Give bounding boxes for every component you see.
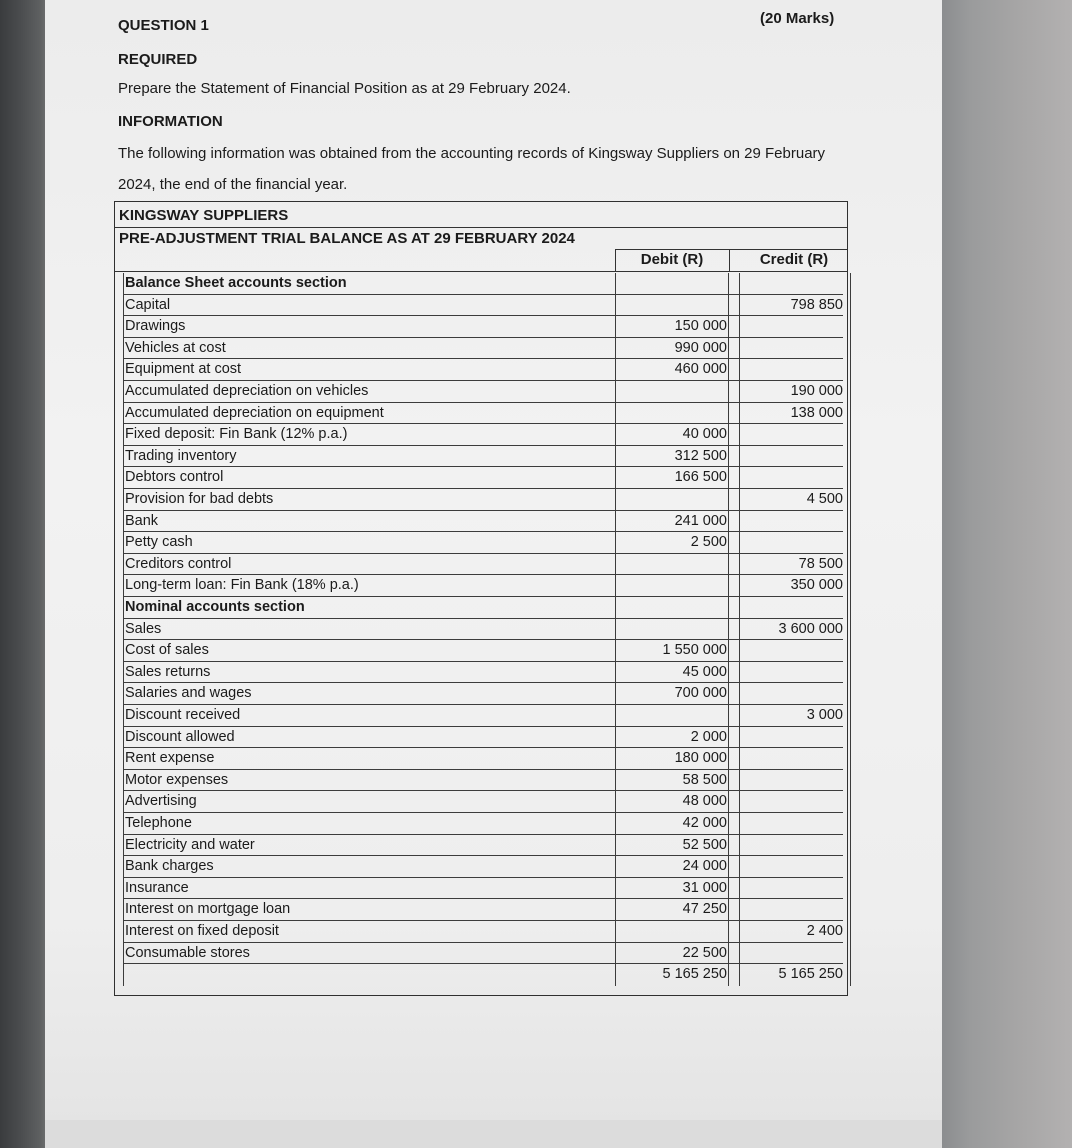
background-right (940, 0, 1072, 1148)
account-label: Interest on fixed deposit (125, 923, 279, 939)
credit-value: 138 000 (790, 404, 843, 421)
credit-value: 3 000 (806, 707, 843, 723)
account-label: Motor expenses (125, 771, 229, 788)
table-divider (615, 249, 847, 250)
label-cell (123, 532, 615, 554)
account-label: Discount allowed (125, 728, 235, 745)
account-label: Advertising (125, 793, 197, 810)
table-row (123, 489, 843, 511)
account-label: Petty cash (125, 534, 193, 551)
table-row (123, 511, 843, 533)
table-row (123, 791, 843, 813)
credit-cell (739, 748, 851, 770)
table-row (123, 381, 843, 403)
credit-cell (739, 813, 851, 835)
label-cell (123, 511, 615, 533)
credit-cell (739, 511, 851, 533)
table-row (123, 727, 843, 749)
table-company-name: KINGSWAY SUPPLIERS (119, 207, 289, 224)
question-title: QUESTION 1 (118, 17, 209, 34)
label-cell (123, 813, 615, 835)
credit-cell (739, 662, 851, 684)
table-divider (115, 271, 847, 272)
account-label: Accumulated depreciation on vehicles (125, 383, 369, 399)
account-label: Debtors control (125, 469, 224, 486)
account-label: Salaries and wages (125, 685, 252, 702)
debit-value: 31 000 (682, 879, 727, 896)
table-row (123, 640, 843, 662)
debit-cell (615, 921, 729, 943)
account-label: Nominal accounts section (125, 599, 305, 615)
marks-label: (20 Marks) (760, 10, 835, 27)
table-row (123, 554, 843, 576)
debit-cell (615, 597, 729, 619)
table-row (123, 359, 843, 381)
credit-cell (739, 727, 851, 749)
credit-cell (739, 338, 851, 360)
table-divider (115, 227, 847, 228)
information-text-line2: 2024, the end of the financial year. (118, 176, 348, 193)
credit-cell (739, 467, 851, 489)
table-row (123, 899, 843, 921)
debit-cell (615, 619, 729, 641)
account-label: Discount received (125, 707, 241, 723)
table-divider (729, 249, 730, 271)
table-row (123, 338, 843, 360)
account-label: Consumable stores (125, 944, 250, 961)
debit-cell (615, 554, 729, 576)
debit-value: 460 000 (674, 361, 727, 378)
label-cell (123, 791, 615, 813)
credit-cell (739, 835, 851, 857)
credit-cell (739, 791, 851, 813)
debit-cell (615, 489, 729, 511)
credit-cell (739, 597, 851, 619)
credit-cell (739, 878, 851, 900)
credit-value: 78 500 (798, 555, 843, 572)
debit-cell (615, 273, 729, 295)
debit-value: 312 500 (674, 447, 727, 464)
debit-cell (615, 295, 729, 317)
account-label: Insurance (125, 879, 189, 896)
label-cell (123, 316, 615, 338)
account-label: Equipment at cost (125, 361, 242, 378)
table-row (123, 295, 843, 317)
debit-value: 48 000 (682, 793, 727, 810)
account-label: Electricity and water (125, 836, 255, 853)
credit-cell (739, 770, 851, 792)
account-label: Drawings (125, 318, 186, 335)
information-text-line1: The following information was obtained from the accounting records of Kingsway Suppliers on 29 February (118, 145, 826, 162)
table-row (123, 467, 843, 489)
table-row (123, 943, 843, 965)
account-label: Telephone (125, 815, 192, 831)
total-debit-value: 5 165 250 (662, 966, 727, 983)
debit-value: 58 500 (682, 771, 727, 788)
account-label: Sales returns (125, 663, 211, 680)
credit-value: 3 600 000 (778, 620, 843, 637)
credit-cell (739, 359, 851, 381)
account-label: Bank charges (125, 858, 214, 875)
account-label: Balance Sheet accounts section (125, 275, 347, 291)
debit-value: 52 500 (682, 836, 727, 853)
table-row (123, 921, 843, 943)
account-label: Bank (125, 512, 159, 529)
account-label: Interest on mortgage loan (125, 901, 291, 918)
debit-cell (615, 403, 729, 425)
table-row (123, 856, 843, 878)
account-label: Capital (125, 296, 171, 313)
table-row (123, 813, 843, 835)
table-row (123, 748, 843, 770)
label-cell (123, 295, 615, 317)
debit-column-header: Debit (R) (640, 251, 704, 268)
debit-value: 2 000 (690, 728, 727, 745)
debit-value: 45 000 (682, 663, 727, 680)
table-row (123, 683, 843, 705)
credit-cell (739, 640, 851, 662)
label-cell (123, 619, 615, 641)
credit-column-header: Credit (R) (759, 251, 829, 268)
table-row (123, 446, 843, 468)
trial-balance-table (114, 201, 848, 996)
debit-value: 40 000 (682, 426, 727, 443)
table-row (123, 316, 843, 338)
table-row (123, 662, 843, 684)
credit-cell (739, 856, 851, 878)
table-row (123, 273, 843, 295)
label-cell (123, 964, 615, 986)
debit-value: 47 250 (682, 901, 727, 918)
account-label: Sales (125, 620, 162, 637)
required-text: Prepare the Statement of Financial Position as at 29 February 2024. (118, 80, 571, 97)
debit-value: 180 000 (674, 750, 727, 767)
information-heading: INFORMATION (118, 113, 223, 130)
debit-cell (615, 575, 729, 597)
account-label: Provision for bad debts (125, 491, 274, 507)
table-row (123, 619, 843, 641)
credit-value: 190 000 (790, 383, 843, 399)
debit-value: 166 500 (674, 469, 727, 486)
account-label: Rent expense (125, 750, 215, 767)
required-heading: REQUIRED (118, 51, 198, 68)
debit-value: 22 500 (682, 944, 727, 961)
table-row (123, 532, 843, 554)
account-label: Fixed deposit: Fin Bank (12% p.a.) (125, 426, 348, 443)
table-row (123, 835, 843, 857)
debit-value: 1 550 000 (662, 642, 727, 659)
debit-value: 241 000 (674, 512, 727, 529)
debit-value: 42 000 (682, 815, 727, 831)
table-row (123, 705, 843, 727)
table-row (123, 770, 843, 792)
account-label: Vehicles at cost (125, 339, 226, 356)
totals-row (123, 964, 843, 986)
table-row (123, 878, 843, 900)
debit-cell (615, 705, 729, 727)
debit-cell (615, 381, 729, 403)
credit-value: 4 500 (806, 491, 843, 507)
account-label: Accumulated depreciation on equipment (125, 404, 384, 421)
credit-cell (739, 446, 851, 468)
debit-value: 700 000 (674, 685, 727, 702)
debit-value: 2 500 (690, 534, 727, 551)
credit-value: 350 000 (790, 577, 843, 594)
account-label: Trading inventory (125, 447, 237, 464)
table-row (123, 575, 843, 597)
debit-value: 24 000 (682, 858, 727, 875)
table-row (123, 403, 843, 425)
table-title: PRE-ADJUSTMENT TRIAL BALANCE AS AT 29 FEBRUARY 2024 (119, 230, 575, 247)
credit-value: 2 400 (806, 923, 843, 939)
credit-cell (739, 424, 851, 446)
table-row (123, 597, 843, 619)
account-label: Creditors control (125, 555, 232, 572)
credit-cell (739, 532, 851, 554)
credit-value: 798 850 (790, 296, 843, 313)
credit-cell (739, 316, 851, 338)
total-credit-value: 5 165 250 (778, 966, 843, 983)
credit-cell (739, 683, 851, 705)
debit-value: 990 000 (674, 339, 727, 356)
credit-cell (739, 943, 851, 965)
paper-bottom-edge (45, 1120, 942, 1148)
debit-value: 150 000 (674, 318, 727, 335)
credit-cell (739, 899, 851, 921)
account-label: Cost of sales (125, 642, 209, 659)
account-label: Long-term loan: Fin Bank (18% p.a.) (125, 577, 359, 594)
label-cell (123, 878, 615, 900)
table-row (123, 424, 843, 446)
credit-cell (739, 273, 851, 295)
